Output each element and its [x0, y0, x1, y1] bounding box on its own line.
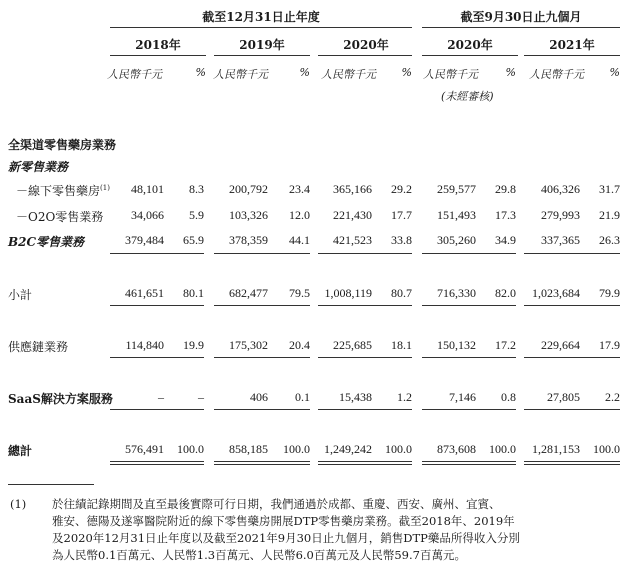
rule-after-total-3 [422, 461, 516, 465]
cell-row5-2018-amount: 461,651 [125, 286, 164, 300]
cell-row6-2019-pct: 20.4 [289, 338, 310, 352]
footnote-line-3: 及2020年12月31日止年度以及截至2021年9月30日止九個月，銷售DTP藥品所得收入分別 [52, 531, 520, 545]
cell-row4-2020-amount: 421,523 [333, 233, 372, 247]
cell-row6-2019-amount: 175,302 [229, 338, 268, 352]
unit-pct-2019: % [299, 66, 310, 79]
unit-pct-2020: % [401, 66, 412, 79]
cell-row5-2021-9m-pct: 79.9 [599, 286, 620, 300]
rule-after-total-4 [524, 461, 620, 465]
rule-after-supply-0 [110, 357, 204, 358]
row-label-offline-pharmacy: －線下零售藥房$^{(1)}$ [16, 184, 110, 198]
rule-after-b2c-2 [318, 253, 412, 254]
unit-amount-2019: 人民幣千元 [213, 68, 268, 81]
rule-after-saas-1 [214, 409, 310, 410]
footnote-marker: (1) [10, 497, 27, 511]
year-header-2020: 2020年 [343, 38, 389, 52]
cell-row4-2020-9m-pct: 34.9 [495, 233, 516, 247]
row-label-subtotal: 小計 [8, 288, 33, 302]
cell-row8-2020-9m-pct: 100.0 [489, 442, 516, 456]
cell-row4-2019-pct: 44.1 [289, 233, 310, 247]
cell-row2-2020-9m-pct: 29.8 [495, 182, 516, 196]
rule-after-b2c-1 [214, 253, 310, 254]
rule-after-supply-3 [422, 357, 516, 358]
cell-row7-2020-pct: 1.2 [397, 390, 412, 404]
cell-row3-2021-9m-amount: 279,993 [541, 208, 580, 222]
unit-amount-2021-9m: 人民幣千元 [529, 68, 584, 81]
rule-after-total-2 [318, 461, 412, 465]
rule-after-subtotal-2 [318, 305, 412, 306]
cell-row4-2018-pct: 65.9 [183, 233, 204, 247]
year-header-2021-9m: 2021年 [549, 38, 595, 52]
cell-row3-2020-amount: 221,430 [333, 208, 372, 222]
cell-row4-2020-pct: 33.8 [391, 233, 412, 247]
cell-row7-2021-9m-pct: 2.2 [605, 390, 620, 404]
rule-after-supply-1 [214, 357, 310, 358]
cell-row8-2019-amount: 858,185 [229, 442, 268, 456]
rule-after-saas-0 [110, 409, 204, 410]
cell-row2-2018-pct: 8.3 [189, 182, 204, 196]
cell-row7-2020-9m-amount: 7,146 [449, 390, 476, 404]
cell-row2-2021-9m-pct: 31.7 [599, 182, 620, 196]
rule-after-total-1 [214, 461, 310, 465]
cell-row6-2020-9m-pct: 17.2 [495, 338, 516, 352]
cell-row5-2019-amount: 682,477 [229, 286, 268, 300]
cell-row2-2019-pct: 23.4 [289, 182, 310, 196]
cell-row7-2019-pct: 0.1 [295, 390, 310, 404]
cell-row5-2020-9m-amount: 716,330 [437, 286, 476, 300]
year-header-2019: 2019年 [239, 38, 285, 52]
cell-row4-2020-9m-amount: 305,260 [437, 233, 476, 247]
cell-row2-2019-amount: 200,792 [229, 182, 268, 196]
cell-row6-2020-pct: 18.1 [391, 338, 412, 352]
year-header-2018: 2018年 [135, 38, 181, 52]
unit-pct-2018: % [195, 66, 206, 79]
cell-row3-2020-9m-pct: 17.3 [495, 208, 516, 222]
rule-after-subtotal-3 [422, 305, 516, 306]
header-group-ninemonths: 截至9月30日止九個月 [460, 10, 582, 24]
cell-row7-2020-amount: 15,438 [339, 390, 372, 404]
cell-row2-2020-pct: 29.2 [391, 182, 412, 196]
cell-row7-2018-amount: – [158, 390, 164, 404]
cell-row8-2021-9m-amount: 1,281,153 [532, 442, 580, 456]
rule-after-supply-2 [318, 357, 412, 358]
cell-row4-2019-amount: 378,359 [229, 233, 268, 247]
cell-row5-2021-9m-amount: 1,023,684 [532, 286, 580, 300]
cell-row6-2018-amount: 114,840 [125, 338, 164, 352]
cell-row5-2020-pct: 80.7 [391, 286, 412, 300]
footnote-line-2: 雅安、德陽及遂寧醫院附近的線下零售藥房開展DTP零售藥房業務。截至2018年、2019年 [52, 514, 515, 528]
cell-row3-2019-pct: 12.0 [289, 208, 310, 222]
cell-row4-2018-amount: 379,484 [125, 233, 164, 247]
rule-after-saas-3 [422, 409, 516, 410]
row-label-o2o: －O2O零售業務 [16, 210, 104, 224]
cell-row5-2019-pct: 79.5 [289, 286, 310, 300]
cell-row6-2021-9m-amount: 229,664 [541, 338, 580, 352]
cell-row8-2018-amount: 576,491 [125, 442, 164, 456]
row-label-omnichannel: 全渠道零售藥房業務 [8, 138, 117, 152]
cell-row6-2020-amount: 225,685 [333, 338, 372, 352]
cell-row7-2019-amount: 406 [250, 390, 268, 404]
cell-row5-2018-pct: 80.1 [183, 286, 204, 300]
cell-row8-2020-amount: 1,249,242 [324, 442, 372, 456]
year-header-2020-9m: 2020年 [447, 38, 493, 52]
cell-row8-2021-9m-pct: 100.0 [593, 442, 620, 456]
cell-row6-2020-9m-amount: 150,132 [437, 338, 476, 352]
rule-after-saas-4 [524, 409, 620, 410]
cell-row4-2021-9m-amount: 337,365 [541, 233, 580, 247]
cell-row7-2018-pct: – [198, 390, 204, 404]
footnote-line-1: 於往績記錄期間及直至最後實際可行日期，我們通過於成都、重慶、西安、廣州、宜賓、 [52, 497, 501, 511]
rule-after-total-0 [110, 461, 204, 465]
cell-row2-2018-amount: 48,101 [131, 182, 164, 196]
cell-row2-2021-9m-amount: 406,326 [541, 182, 580, 196]
rule-after-b2c-0 [110, 253, 204, 254]
rule-after-b2c-4 [524, 253, 620, 254]
header-group-annual: 截至12月31日止年度 [202, 10, 320, 24]
cell-row7-2020-9m-pct: 0.8 [501, 390, 516, 404]
rule-after-b2c-3 [422, 253, 516, 254]
cell-row2-2020-amount: 365,166 [333, 182, 372, 196]
cell-row3-2021-9m-pct: 21.9 [599, 208, 620, 222]
cell-row8-2020-9m-amount: 873,608 [437, 442, 476, 456]
cell-row2-2020-9m-amount: 259,577 [437, 182, 476, 196]
row-label-new-retail: 新零售業務 [8, 160, 69, 174]
unaudited-note: (未經審核) [441, 90, 494, 103]
rule-after-subtotal-0 [110, 305, 204, 306]
cell-row8-2020-pct: 100.0 [385, 442, 412, 456]
footnote-line-4: 為人民幣0.1百萬元、人民幣1.3百萬元、人民幣6.0百萬元及人民幣59.7百萬元。 [52, 548, 466, 562]
row-label-saas: SaaS解決方案服務 [8, 392, 113, 406]
cell-row8-2018-pct: 100.0 [177, 442, 204, 456]
cell-row7-2021-9m-amount: 27,805 [547, 390, 580, 404]
cell-row4-2021-9m-pct: 26.3 [599, 233, 620, 247]
rule-after-subtotal-4 [524, 305, 620, 306]
row-label-total: 總計 [8, 444, 33, 458]
rule-after-subtotal-1 [214, 305, 310, 306]
cell-row5-2020-9m-pct: 82.0 [495, 286, 516, 300]
row-label-b2c: B2C零售業務 [8, 235, 85, 249]
cell-row3-2018-pct: 5.9 [189, 208, 204, 222]
row-label-supply-chain: 供應鏈業務 [8, 340, 69, 354]
cell-row6-2021-9m-pct: 17.9 [599, 338, 620, 352]
cell-row8-2019-pct: 100.0 [283, 442, 310, 456]
unit-amount-2018: 人民幣千元 [107, 68, 162, 81]
unit-pct-2020-9m: % [505, 66, 516, 79]
unit-amount-2020: 人民幣千元 [321, 68, 376, 81]
cell-row3-2020-pct: 17.7 [391, 208, 412, 222]
unit-pct-2021-9m: % [609, 66, 620, 79]
cell-row6-2018-pct: 19.9 [183, 338, 204, 352]
cell-row3-2020-9m-amount: 151,493 [437, 208, 476, 222]
cell-row3-2018-amount: 34,066 [131, 208, 164, 222]
cell-row5-2020-amount: 1,008,119 [324, 286, 372, 300]
unit-amount-2020-9m: 人民幣千元 [423, 68, 478, 81]
rule-after-supply-4 [524, 357, 620, 358]
cell-row3-2019-amount: 103,326 [229, 208, 268, 222]
rule-after-saas-2 [318, 409, 412, 410]
